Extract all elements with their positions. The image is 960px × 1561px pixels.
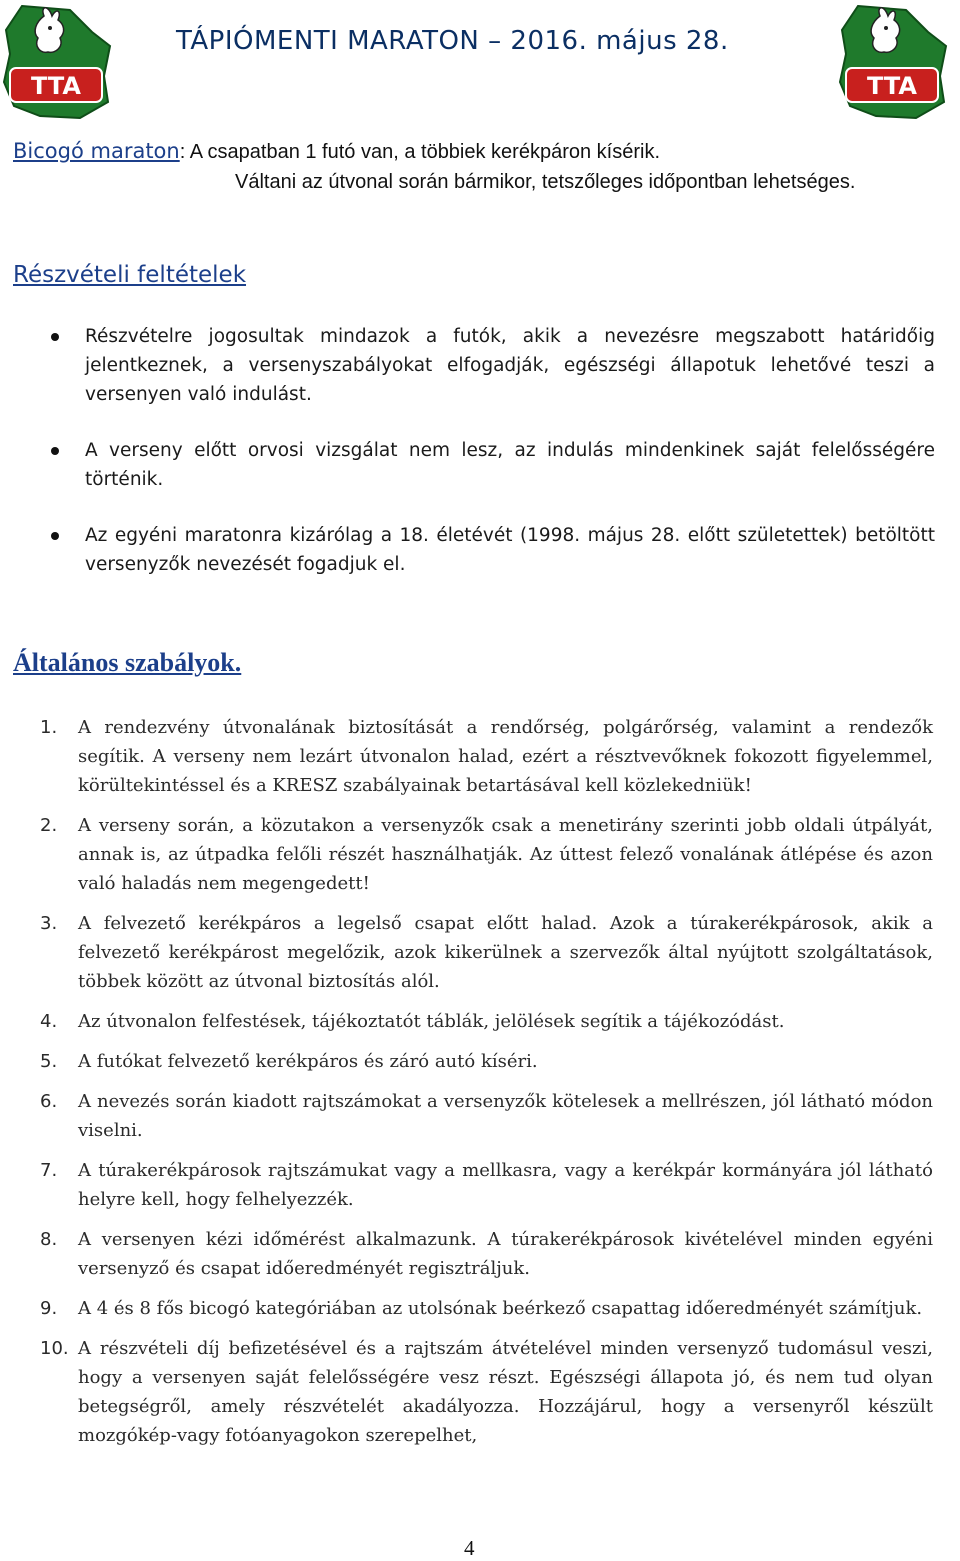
list-item [0, 436, 935, 494]
rules-heading: Általános szabályok. [13, 648, 242, 677]
participation-list [0, 322, 935, 606]
bicogo-line-2: Váltani az útvonal során bármikor, tetszőleges időpontban lehetséges. [235, 171, 856, 193]
bicogo-line-1: : A csapatban 1 futó van, a többiek kerékpáron kísérik. [179, 141, 661, 163]
rules-list [0, 713, 933, 1461]
rule-item [0, 1007, 933, 1036]
rule-item [0, 1294, 933, 1323]
rule-number: 5. [40, 1051, 58, 1072]
document-header-title: TÁPIÓMENTI MARATON – 2016. május 28. [176, 26, 729, 56]
rule-number: 1. [40, 717, 58, 738]
bullet-icon [51, 333, 59, 341]
rule-item [0, 713, 933, 800]
rule-text: A versenyen kézi időmérést alkalmazunk. A túrakerékpárosok kivételével minden egyéni versenyző és csapat időeredményét regisztráljuk. [78, 1229, 933, 1279]
list-item [0, 322, 935, 409]
rule-number: 10. [40, 1338, 69, 1359]
rule-text: Az útvonalon felfestések, tájékoztatót táblák, jelölések segítik a tájékozódást. [78, 1011, 785, 1032]
rule-number: 4. [40, 1011, 58, 1032]
rule-item [0, 1225, 933, 1283]
rule-number: 6. [40, 1091, 58, 1112]
rule-text: A nevezés során kiadott rajtszámokat a versenyzők kötelesek a mellrészen, jól látható módon viselni. [78, 1091, 933, 1141]
rule-item [0, 1047, 933, 1076]
rule-item [0, 909, 933, 996]
list-item [0, 521, 935, 579]
rule-text: A rendezvény útvonalának biztosítását a rendőrség, polgárőrség, valamint a rendezők segítik. A verseny nem lezárt útvonalon halad, ezért a résztvevőknek fokozott figyelemmel, körültekintéssel és a KRESZ szabályainak betartásával kell közlekedniük! [78, 717, 933, 796]
logo-text: TTA [30, 72, 82, 100]
rule-number: 9. [40, 1298, 58, 1319]
rule-text: A felvezető kerékpáros a legelső csapat előtt halad. Azok a túrakerékpárosok, akik a felvezető kerékpárost megelőzik, azok kikerülnek a szervezők által nyújtott szolgáltatások, többek között az útvonal biztosítás alól. [78, 913, 933, 992]
rule-item [0, 1334, 933, 1450]
rule-number: 2. [40, 815, 58, 836]
logo-text: TTA [866, 72, 918, 100]
tta-logo-left [0, 2, 112, 122]
rule-item [0, 811, 933, 898]
list-item-text: Részvételre jogosultak mindazok a futók, akik a nevezésre megszabott határidőig jelentkeznek, a versenyszabályokat elfogadják, egészségi állapotuk lehetővé teszi a versenyen való indulást. [85, 326, 935, 405]
rule-text: A részvételi díj befizetésével és a rajtszám átvételével minden versenyző tudomásul veszi, hogy a versenyen saját felelősségére vesz részt. Egészségi állapota jó, és nem tud olyan betegségről, amely részvételét akadályozza. Hozzájárul, hogy a versenyről készült mozgókép-vagy fotóanyagokon szerepelhet, [78, 1338, 933, 1446]
rule-number: 7. [40, 1160, 58, 1181]
rule-number: 3. [40, 913, 58, 934]
rule-text: A verseny során, a közutakon a versenyzők csak a menetirány szerinti jobb oldali útpályát, annak is, az útpadka felőli részét használhatják. Az úttest felező vonalának átlépése és azon való haladás nem megengedett! [78, 815, 933, 894]
rule-item [0, 1156, 933, 1214]
bicogo-description [13, 136, 943, 197]
participation-heading: Részvételi feltételek [13, 262, 247, 288]
rule-text: A túrakerékpárosok rajtszámukat vagy a mellkasra, vagy a kerékpár kormányára jól látható helyre kell, hogy felhelyezzék. [78, 1160, 933, 1210]
list-item-text: A verseny előtt orvosi vizsgálat nem lesz, az indulás mindenkinek saját felelősségére történik. [85, 440, 935, 490]
bullet-icon [51, 447, 59, 455]
bullet-icon [51, 532, 59, 540]
bicogo-label: Bicogó maraton [13, 139, 180, 163]
tta-logo-right [836, 2, 948, 122]
rule-text: A 4 és 8 fős bicogó kategóriában az utolsónak beérkező csapattag időeredményét számítjuk. [78, 1298, 923, 1319]
rule-item [0, 1087, 933, 1145]
rule-number: 8. [40, 1229, 58, 1250]
rule-text: A futókat felvezető kerékpáros és záró autó kíséri. [78, 1051, 538, 1072]
page-number: 4 [464, 1536, 475, 1560]
list-item-text: Az egyéni maratonra kizárólag a 18. életévét (1998. május 28. előtt születettek) betöltött versenyzők nevezését fogadjuk el. [85, 525, 935, 575]
